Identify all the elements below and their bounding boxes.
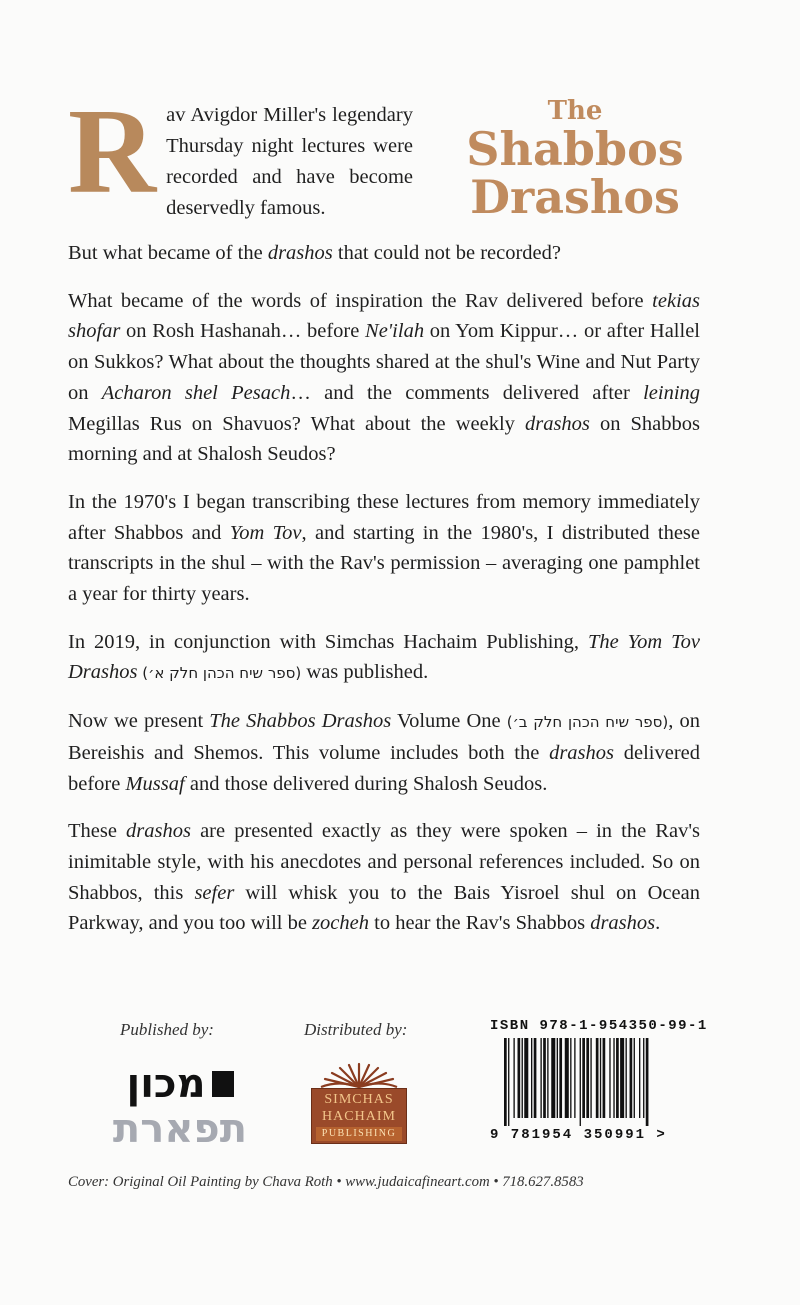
italic-term: Ne'ilah (365, 320, 425, 343)
italic-term: drashos (126, 820, 191, 843)
barcode-bar (531, 1038, 532, 1118)
text-segment: What became of the words of inspiration the Rav delivered before (68, 289, 653, 312)
text-segment: Volume One (391, 710, 507, 733)
barcode-digits: 9 781954 350991 > (490, 1127, 667, 1143)
text-segment: delivered before (68, 741, 700, 795)
italic-term: zocheh (312, 912, 369, 935)
barcode-bar (518, 1038, 521, 1118)
barcode-bar (630, 1038, 633, 1118)
barcode-bar (600, 1038, 601, 1118)
open-book-icon (319, 1060, 399, 1088)
barcode-bar (590, 1038, 591, 1118)
barcode-bar (565, 1038, 569, 1118)
body-paragraph (68, 816, 700, 939)
italic-term: drashos (524, 412, 590, 435)
mechon-logo-bottom: תפארת (112, 1106, 248, 1152)
barcode-bar (524, 1038, 528, 1118)
italic-term: Mussaf (125, 772, 185, 795)
cover-credit: Cover: Original Oil Painting by Chava Roth • www.judaicafineart.com • 718.627.8583 (68, 1174, 584, 1190)
text-segment: that could not be recorded? (332, 242, 562, 264)
barcode-bar (559, 1038, 562, 1118)
distributed-by-label: Distributed by: (304, 1020, 408, 1039)
italic-term: leining (643, 381, 701, 404)
text-segment: , and starting in the 1980's, I distributed these transcripts in the shul – with the Rav's permission – averaging one pamphlet a year for thirty years. (68, 521, 701, 606)
italic-term: Yom Tov (229, 521, 302, 544)
simchas-hachaim-logo (311, 1060, 407, 1144)
italic-term: The Shabbos Drashos (209, 710, 392, 733)
text-segment: on Rosh Hashanah… before (120, 320, 366, 343)
simchas-logo-box (311, 1088, 407, 1144)
barcode-bar (574, 1038, 575, 1118)
drop-cap: R (68, 84, 157, 219)
intro-block (68, 84, 413, 224)
text-segment: . (655, 912, 661, 935)
barcode-bar (540, 1038, 541, 1118)
mechon-logo-top (95, 1062, 265, 1106)
hebrew-title: (ספר שיח הכהן חלק א׳) (137, 664, 302, 683)
barcode-bar (634, 1038, 635, 1118)
barcode-bars (504, 1038, 694, 1126)
barcode-bar (643, 1038, 644, 1118)
text-segment: and those delivered during Shalosh Seudos. (184, 772, 548, 795)
barcode-bar (580, 1038, 581, 1126)
italic-term: The Yom Tov Drashos (68, 630, 700, 684)
italic-term: tekias shofar (68, 289, 700, 343)
mechon-tiferes-logo (95, 1062, 265, 1152)
barcode-bar (616, 1038, 619, 1118)
barcode-bar (543, 1038, 546, 1118)
text-segment: In 2019, in conjunction with Simchas Hachaim Publishing, (68, 630, 588, 653)
mechon-logo-word: מכון (126, 1061, 206, 1107)
barcode-bar (522, 1038, 523, 1118)
title-line-3: Drashos (470, 170, 680, 224)
barcode-bar (596, 1038, 599, 1118)
hebrew-title: (ספר שיח הכהן חלק ב׳) (506, 713, 669, 732)
text-segment: on Shabbos morning and at Shalosh Seudos? (68, 412, 700, 466)
simchas-logo-line-3: PUBLISHING (316, 1127, 402, 1141)
barcode-bar (557, 1038, 558, 1118)
body-paragraph (68, 238, 700, 269)
title-line-2: Shabbos (466, 122, 684, 176)
title-line-1: The (547, 96, 603, 126)
italic-term: Acharon shel Pesach (101, 381, 291, 404)
text-segment: … and the comments delivered after (290, 381, 644, 404)
body-paragraph (68, 286, 700, 470)
barcode-bar (508, 1038, 509, 1126)
italic-term: drashos (549, 741, 615, 764)
body-paragraph (68, 627, 700, 689)
barcode-bar (570, 1038, 571, 1118)
text-segment: on Yom Kippur… or after Hallel on Sukkos? What about the thoughts shared at the shul's Wine and Nut Party on (68, 320, 700, 404)
simchas-logo-line-1: SIMCHAS (324, 1092, 394, 1107)
text-segment: , on Bereishis and Shemos. This volume includes both the (68, 710, 701, 764)
text-segment: to hear the Rav's Shabbos (369, 912, 591, 935)
book-title (440, 96, 710, 224)
barcode-bar (620, 1038, 624, 1118)
barcode-bar (639, 1038, 640, 1118)
text-segment: Megillas Rus on Shavuos? What about the weekly (68, 412, 525, 435)
published-by-label: Published by: (120, 1020, 214, 1039)
barcode-bar (513, 1038, 514, 1118)
barcode-bar (586, 1038, 589, 1118)
barcode-bar (613, 1038, 614, 1118)
text-segment: are presented exactly as they were spoken – in the Rav's inimitable style, with his anecdotes and personal references included. So on Shabbos, this (68, 820, 700, 904)
barcode-bar (609, 1038, 610, 1118)
barcode-bar (582, 1038, 585, 1118)
simchas-logo-line-2: HACHAIM (322, 1109, 396, 1124)
barcode-bar (504, 1038, 507, 1126)
isbn-barcode (490, 1018, 708, 1143)
body-paragraph (68, 706, 700, 799)
barcode-bar (551, 1038, 555, 1118)
text-segment: Now we present (68, 710, 210, 733)
barcode-bar (603, 1038, 606, 1118)
body-paragraph (68, 487, 700, 610)
barcode-bar (646, 1038, 649, 1126)
isbn-label: ISBN 978-1-954350-99-1 (490, 1018, 708, 1034)
logo-square-icon (212, 1071, 234, 1097)
italic-term: drashos (590, 912, 656, 935)
barcode-bar (626, 1038, 627, 1118)
italic-term: drashos (267, 242, 333, 264)
blurb-body (68, 238, 700, 956)
text-segment: was published. (301, 661, 429, 684)
text-segment: But what became of the (68, 242, 268, 264)
italic-term: sefer (194, 881, 235, 904)
text-segment: will whisk you to the Bais Yisroel shul on Ocean Parkway, and you too will be (68, 881, 700, 935)
barcode-bar (534, 1038, 537, 1118)
text-segment: These (68, 820, 127, 843)
text-segment: In the 1970's I began transcribing these lectures from memory immediately after Shabbos and (68, 490, 700, 544)
intro-text: av Avigdor Miller's legendary Thursday night lectures were recorded and have become deservedly famous. (166, 104, 413, 219)
barcode-bar (547, 1038, 548, 1118)
